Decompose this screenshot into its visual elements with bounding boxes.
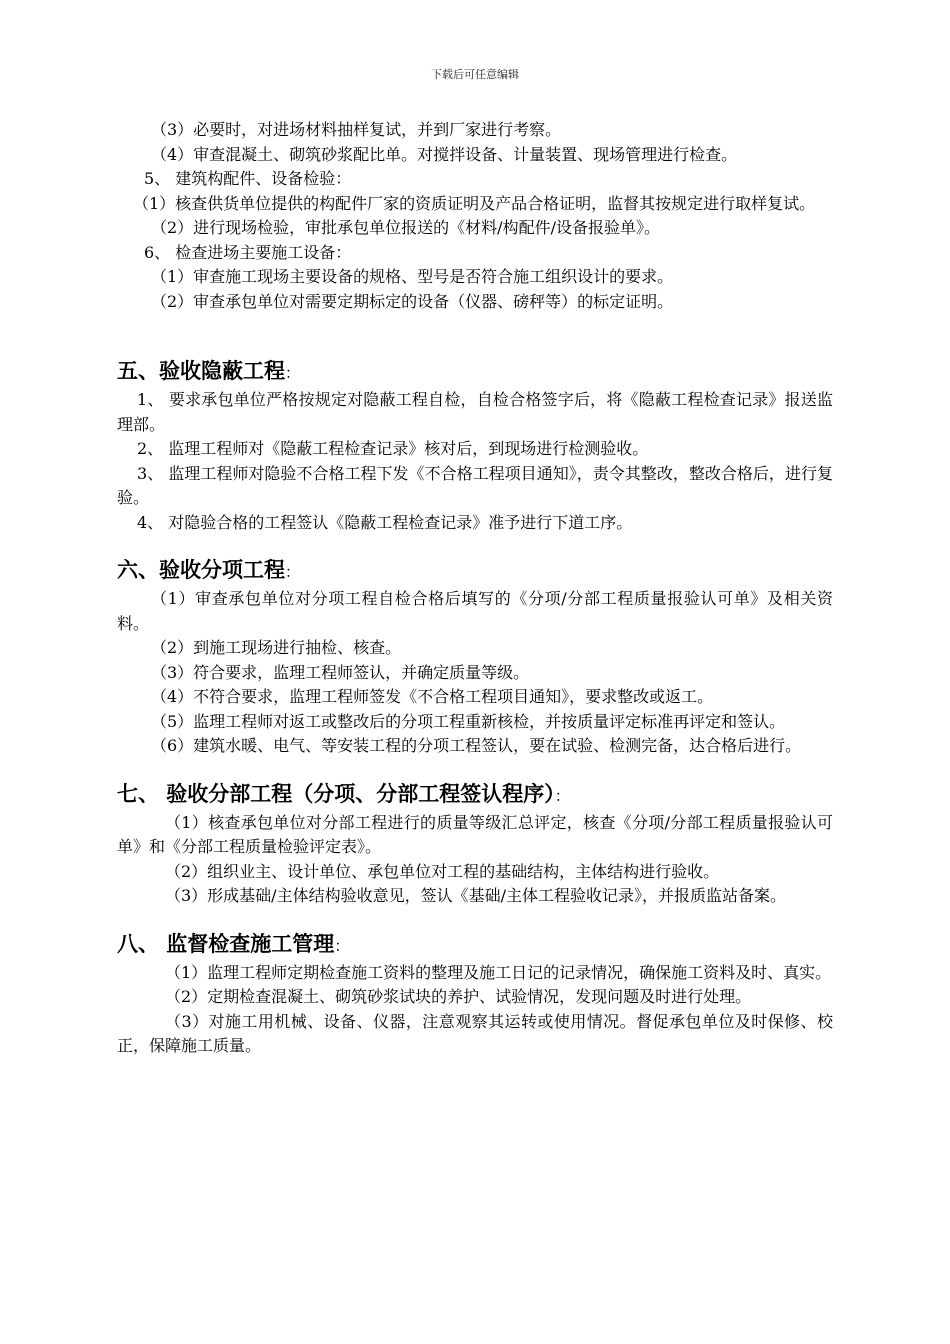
section6-line-2: （2）到施工现场进行抽检、核查。 xyxy=(151,638,402,657)
section5-title: 五、验收隐蔽工程： xyxy=(117,359,301,383)
section6-title: 六、验收分项工程： xyxy=(117,558,301,582)
item5-line-1: （1）核查供货单位提供的构配件厂家的资质证明及产品合格证明，监督其按规定进行取样复试。 xyxy=(133,193,816,213)
item6-line-2: （2）审查承包单位对需要定期标定的设备（仪器、磅秤等）的标定证明。 xyxy=(151,291,674,311)
section5-line-3: 3、 监理工程师对隐验不合格工程下发《不合格工程项目通知》，责令其整改，整改合格后，进行复验。 xyxy=(117,463,833,507)
section6-line-3: （3）符合要求，监理工程师签认，并确定质量等级。 xyxy=(151,662,530,682)
item6-heading: 6、 检查进场主要施工设备： xyxy=(144,242,352,262)
section8-title: 八、 监督检查施工管理： xyxy=(117,931,350,956)
section6-line-4: （4）不符合要求，监理工程师签发《不合格工程项目通知》，要求整改或返工。 xyxy=(151,687,714,706)
intro-line-4: （4）审查混凝土、砌筑砂浆配比单。对搅拌设备、计量装置、现场管理进行检查。 xyxy=(151,144,738,164)
section5-line-2: 2、 监理工程师对《隐蔽工程检查记录》核对后，到现场进行检测验收。 xyxy=(137,439,649,458)
section7-line-2: （2）组织业主、设计单位、承包单位对工程的基础结构，主体结构进行验收。 xyxy=(165,861,720,881)
item5-line-2: （2）进行现场检验，审批承包单位报送的《材料/构配件/设备报验单》。 xyxy=(151,218,660,237)
section6-line-1: （1）审查承包单位对分项工程自检合格后填写的《分项/分部工程质量报验认可单》及相关资料。 xyxy=(117,589,833,633)
section5-line-1: 1、 要求承包单位严格按规定对隐蔽工程自检，自检合格签字后，将《隐蔽工程检查记录》报送监理部。 xyxy=(117,390,833,434)
section8-line-3: （3）对施工用机械、设备、仪器，注意观察其运转或使用情况。督促承包单位及时保修、校正，保障施工质量。 xyxy=(117,1011,833,1055)
section8-line-2: （2）定期检查混凝土、砌筑砂浆试块的养护、试验情况，发现问题及时进行处理。 xyxy=(165,987,752,1006)
section7-line-1: （1）核查承包单位对分部工程进行的质量等级汇总评定，核查《分项/分部工程质量报验认可单》和《分部工程质量检验评定表》。 xyxy=(117,812,833,856)
page-header: 下载后可任意编辑 xyxy=(431,68,519,81)
section6-line-6: （6）建筑水暖、电气、等安装工程的分项工程签认，要在试验、检测完备，达合格后进行。 xyxy=(151,736,802,755)
section7-line-3: （3）形成基础/主体结构验收意见，签认《基础/主体工程验收记录》，并报质监站备案。 xyxy=(165,886,786,905)
section5-line-4: 4、 对隐验合格的工程签认《隐蔽工程检查记录》准予进行下道工序。 xyxy=(137,512,633,532)
section8-line-1: （1）监理工程师定期检查施工资料的整理及施工日记的记录情况，确保施工资料及时、真实。 xyxy=(165,962,832,982)
section6-line-5: （5）监理工程师对返工或整改后的分项工程重新核检，并按质量评定标准再评定和签认。 xyxy=(151,711,786,731)
section7-title: 七、 验收分部工程（分项、分部工程签认程序）： xyxy=(117,781,570,806)
item5-heading: 5、 建筑构配件、设备检验： xyxy=(144,169,352,188)
document-body xyxy=(117,118,833,1059)
intro-line-3: （3）必要时，对进场材料抽样复试，并到厂家进行考察。 xyxy=(151,120,562,139)
item6-line-1: （1）审查施工现场主要设备的规格、型号是否符合施工组织设计的要求。 xyxy=(151,267,674,286)
